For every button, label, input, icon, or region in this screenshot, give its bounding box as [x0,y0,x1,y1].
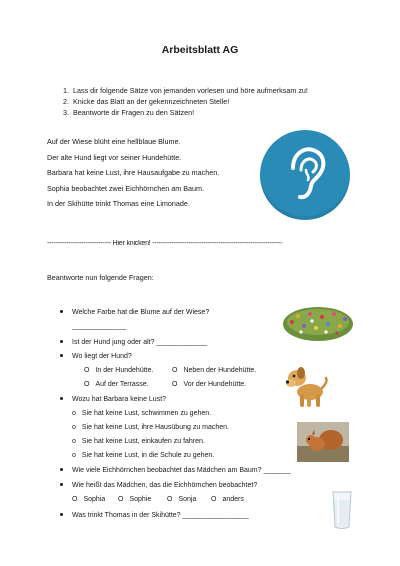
option-checkbox[interactable] [72,452,214,459]
question-1 [60,309,209,316]
option-radio[interactable] [84,381,149,388]
question-6 [60,482,257,489]
option-label: Neben der Hundehütte. [183,367,257,374]
radio-circle: O [167,496,173,503]
question-3 [60,353,132,360]
option-radio[interactable] [167,496,196,503]
option-marker: o [72,410,76,417]
flower-meadow-image [282,302,354,342]
option-marker: o [72,438,76,445]
ear-icon [260,130,350,220]
option-radio[interactable] [172,367,256,374]
question-text: Wie viele Eichhörnchen beobachtet das Mädchen am Baum? _______ [72,467,291,474]
instruction-item: 2. Knicke das Blatt an der gekennzeichneten Stelle! [71,97,308,108]
sentence: Barbara hat keine Lust, ihre Hausaufgabe zu machen. [47,168,220,177]
option-checkbox[interactable] [72,438,205,445]
option-label: Sie hat keine Lust, schwimmen zu gehen. [81,410,212,417]
radio-circle: O [172,367,178,374]
instruction-item: 3. Beantworte dir Fragen zu den Sätzen! [71,108,308,119]
option-radio[interactable] [118,496,151,503]
question-text: Wozu hat Barbara keine Lust? [72,396,167,403]
bullet [60,513,63,516]
option-marker: o [72,424,76,431]
option-label: In der Hundehütte. [95,367,154,374]
option-label: Sonja [178,496,197,503]
option-radio[interactable] [172,381,246,388]
squirrel-image [297,422,349,462]
bullet [60,397,63,400]
answer-blank[interactable]: ______________ [72,323,127,330]
radio-circle: O [118,496,124,503]
question-5 [60,467,291,474]
bullet [60,483,63,486]
question-text: Wo liegt der Hund? [72,353,132,360]
sentence: In der Skihütte trinkt Thomas eine Limonade. [47,199,190,208]
option-label: anders [222,496,244,503]
bullet [60,340,63,343]
question-text: Welche Farbe hat die Blume auf der Wiese? [72,309,210,316]
option-label: Sie hat keine Lust, in die Schule zu gehen. [81,452,215,459]
question-text: Ist der Hund jung oder alt? _____________ [72,339,208,346]
option-radio[interactable] [84,367,153,374]
option-checkbox[interactable] [72,410,211,417]
option-radio[interactable] [72,496,105,503]
radio-circle: O [84,367,90,374]
glass-image [330,490,354,530]
question-text: Wie heißt das Mädchen, das die Eichhörnchen beobachtet? [72,482,258,489]
option-checkbox[interactable] [72,424,229,431]
sentence: Auf der Wiese blüht eine hellblaue Blume. [47,137,181,146]
question-text: Was trinkt Thomas in der Skihütte? _________________ [72,512,249,519]
instructions-list [60,86,308,118]
questions-heading: Beantworte nun folgende Fragen: [47,273,154,282]
question-7 [60,512,249,519]
fold-divider: ------------------------------ Hier knicken! ------------------------------------------------------------- [47,240,283,247]
bullet [60,354,63,357]
radio-circle: O [211,496,217,503]
radio-circle: O [172,381,178,388]
bullet [60,468,63,471]
option-label: Sophia [83,496,106,503]
dog-image [283,362,329,410]
instruction-item: 1. Lass dir folgende Sätze von jemanden vorlesen und höre aufmerksam zu! [71,86,308,97]
question-2 [60,339,207,346]
sentence: Der alte Hund liegt vor seiner Hundehütte. [47,153,182,162]
bullet [60,310,63,313]
option-label: Sophie [129,496,152,503]
radio-circle: O [72,496,78,503]
option-label: Sie hat keine Lust, einkaufen zu fahren. [81,438,205,445]
page-title: Arbeitsblatt AG [161,44,239,56]
option-label: Vor der Hundehütte. [183,381,247,388]
option-marker: o [72,452,76,459]
option-label: Sie hat keine Lust, ihre Hausübung zu machen. [81,424,229,431]
option-radio[interactable] [211,496,244,503]
radio-circle: O [84,381,90,388]
sentence: Sophia beobachtet zwei Eichhörnchen am Baum. [47,184,205,193]
option-label: Auf der Terrasse. [95,381,149,388]
question-4 [60,396,166,403]
